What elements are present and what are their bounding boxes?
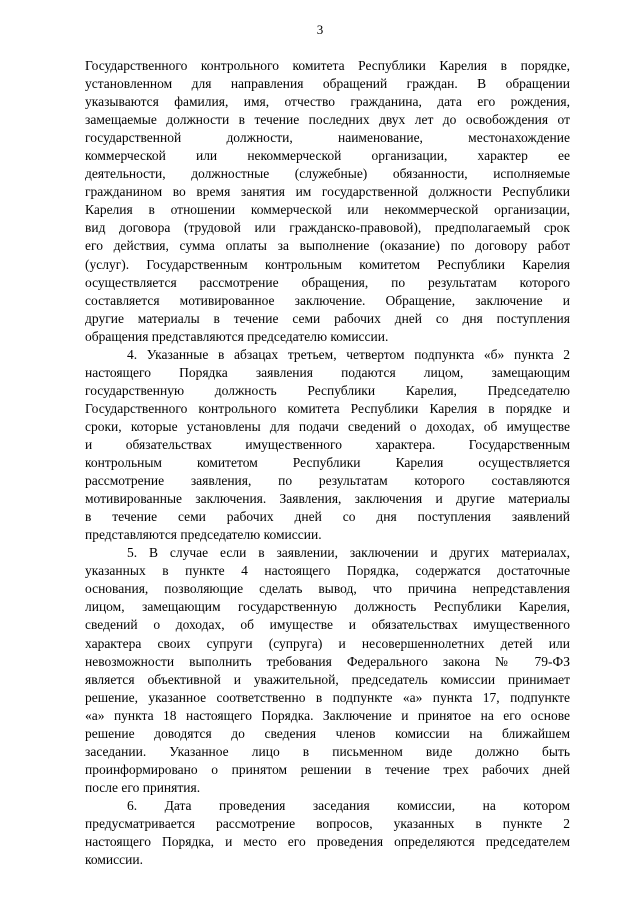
text-line: представляются председателю комиссии. — [85, 527, 322, 543]
text-line: установленном для направления обращений граждан. В обращении — [85, 76, 570, 92]
text-line: и обязательствах имущественного характера. Государственным — [85, 436, 570, 452]
text-line: решение доводятся до сведения членов комиссии на ближайшем — [85, 725, 570, 741]
text-line: коммерческой или некоммерческой организации, характер ее — [85, 148, 570, 164]
text-line: вид договора (трудовой или гражданско-правовой), предполагаемый срок — [85, 220, 570, 236]
text-line: рассмотрение заявления, по результатам которого составляются — [85, 473, 570, 489]
text-line: контрольным комитетом Республики Карелия осуществляется — [85, 455, 570, 471]
text-line: сроки, которые установлены для подачи сведений о доходах, об имуществе — [85, 418, 570, 434]
text-line: государственной должности, наименование, местонахождение — [85, 130, 570, 146]
text-line: характера своих супруги (супруга) и несовершеннолетних детей или — [85, 635, 570, 651]
text-line: является объективной и уважительной, председатель комиссии принимает — [85, 671, 570, 687]
body-text — [85, 57, 570, 869]
text-line: Государственного контрольного комитета Республики Карелия в порядке, — [85, 58, 570, 73]
text-line: указываются фамилия, имя, отчество гражданина, дата его рождения, — [85, 94, 570, 110]
text-line: 5. В случае если в заявлении, заключении и других материалах, — [127, 545, 570, 561]
text-line: его действия, сумма оплаты за выполнение (оказание) по договору работ — [85, 238, 570, 254]
text-line: Государственного контрольного комитета Республики Карелия в порядке и — [85, 400, 570, 416]
text-line: после его принятия. — [85, 779, 201, 795]
text-line: настоящего Порядка, и место его проведения определяются председателем — [85, 834, 570, 850]
text-line: проинформировано о принятом решении в течение трех рабочих дней — [85, 761, 570, 777]
text-line: предусматривается рассмотрение вопросов, указанных в пункте 2 — [85, 815, 570, 831]
text-line: комиссии. — [85, 852, 143, 868]
text-line: осуществляется рассмотрение обращения, по результатам которого — [85, 274, 570, 290]
text-line: решение, указанное соответственно в подпункте «а» пункта 17, подпункте — [85, 689, 570, 705]
text-line: «а» пункта 18 настоящего Порядка. Заключение и принятое на его основе — [85, 707, 570, 723]
text-line: государственную должность Республики Карелия, Председателю — [85, 382, 570, 398]
text-line: гражданином во время занятия им государственной должности Республики — [85, 184, 570, 200]
text-line: сведений о доходах, об имуществе и обязательствах имущественного — [85, 617, 570, 633]
text-line: составляется мотивированное заключение. Обращение, заключение и — [85, 292, 570, 308]
text-line: замещаемые должности в течение последних двух лет до освобождения от — [85, 112, 570, 128]
text-line: обращения представляются председателю комиссии. — [85, 328, 389, 344]
text-line: 4. Указанные в абзацах третьем, четвертом подпункта «б» пункта 2 — [127, 346, 570, 362]
text-line: основания, позволяющие сделать вывод, что причина непредставления — [85, 581, 570, 597]
page-number: 3 — [316, 22, 324, 37]
text-line: Карелия в отношении коммерческой или некоммерческой организации, — [85, 202, 570, 218]
text-line: 6. Дата проведения заседания комиссии, на котором — [127, 797, 570, 813]
text-line: заседании. Указанное лицо в письменном виде должно быть — [85, 743, 570, 759]
text-line: мотивированные заключения. Заявления, заключения и другие материалы — [85, 491, 570, 507]
text-line: (услуг). Государственным контрольным комитетом Республики Карелия — [85, 256, 570, 272]
text-line: настоящего Порядка заявления подаются лицом, замещающим — [85, 364, 570, 380]
text-line: указанных в пункте 4 настоящего Порядка, содержатся достаточные — [85, 563, 570, 579]
text-line: невозможности выполнить требования Федерального закона № 79-ФЗ — [85, 653, 570, 669]
text-line: лицом, замещающим государственную должность Республики Карелия, — [85, 599, 570, 615]
text-line: в течение семи рабочих дней со дня поступления заявлений — [85, 509, 570, 525]
text-line: другие материалы в течение семи рабочих дней со дня поступления — [85, 310, 570, 326]
text-line: деятельности, должностные (служебные) обязанности, исполняемые — [85, 166, 570, 182]
